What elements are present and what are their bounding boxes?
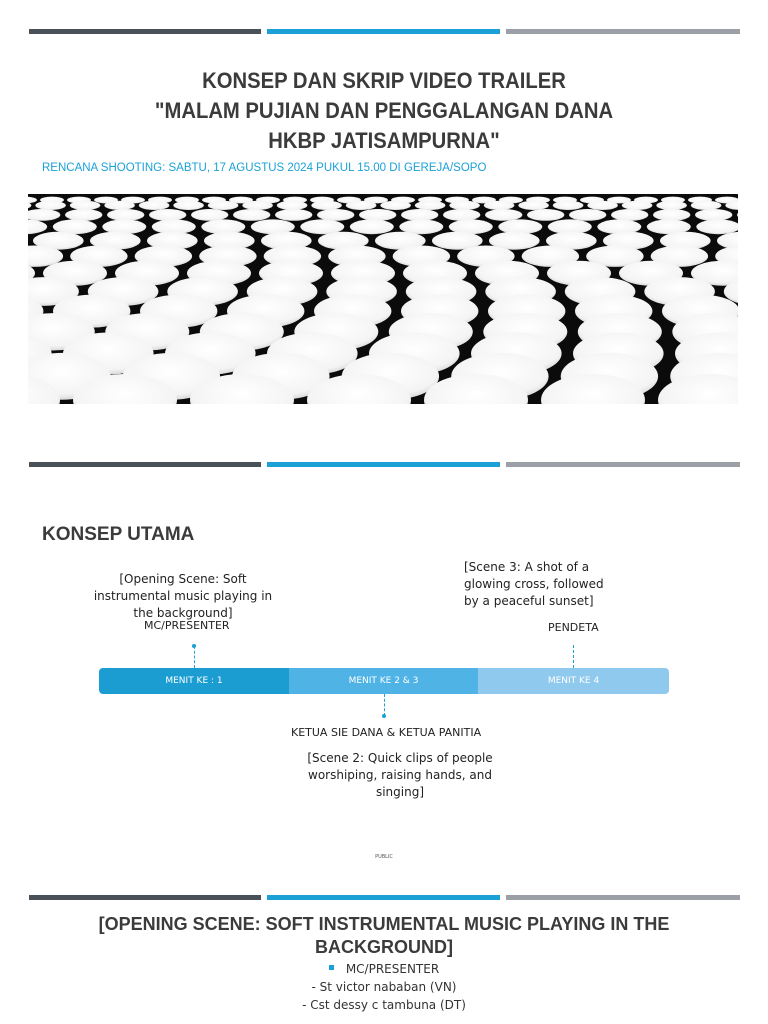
timeline-connector-3 (573, 645, 574, 668)
white-disc (311, 201, 342, 210)
white-disc (359, 209, 396, 221)
main-concept-title: KONSEP UTAMA (42, 524, 195, 545)
accent-bar-blue (267, 462, 500, 467)
white-disc (346, 201, 377, 210)
title-line-1: [OPENING SCENE: SOFT INSTRUMENTAL MUSIC PLAYING IN THE (98, 914, 670, 934)
accent-bar-blue (267, 29, 500, 34)
white-disc (104, 201, 135, 210)
accent-bar-dark (29, 462, 261, 467)
white-disc (611, 209, 648, 221)
white-disc (691, 201, 722, 210)
white-disc (587, 201, 618, 210)
white-disc (70, 201, 101, 210)
white-disc (653, 209, 690, 221)
timeline-bar (99, 668, 669, 694)
white-disc (622, 201, 653, 210)
bullet-item-mc-presenter (0, 962, 768, 976)
title-line-2: BACKGROUND] (315, 937, 453, 957)
timeline-segment-minute-4: MENIT KE 4 (478, 668, 669, 694)
white-disc (443, 209, 480, 221)
opening-scene-note: [Opening Scene: Soft instrumental music playing in the background] (93, 572, 273, 620)
accent-bar-blue (267, 895, 500, 900)
white-disc (527, 209, 564, 221)
white-disc (242, 201, 273, 210)
scene-3-note: [Scene 3: A shot of a glowing cross, followed by a peaceful sunset] (464, 560, 604, 608)
white-disc (449, 201, 480, 210)
timeline-segment-minute-2-3: MENIT KE 2 & 3 (289, 668, 478, 694)
white-disc (415, 201, 446, 210)
pendeta-label: PENDETA (548, 621, 599, 634)
timeline-connector-2 (384, 694, 385, 716)
white-disc (695, 209, 732, 221)
opening-scene-title (60, 913, 708, 959)
white-disc (173, 201, 204, 210)
white-disc (317, 209, 354, 221)
white-disc (553, 201, 584, 210)
white-disc (208, 201, 239, 210)
white-disc (139, 201, 170, 210)
slide-main-concept (0, 440, 768, 880)
top-accent-bar (29, 462, 740, 467)
timeline-marker-dot (382, 714, 386, 718)
white-disc (233, 209, 270, 221)
top-accent-bar (29, 29, 740, 34)
white-disc (65, 209, 102, 221)
slide-title-heading (86, 66, 682, 156)
white-disc (401, 209, 438, 221)
mc-presenter-label: MC/PRESENTER (144, 619, 230, 632)
ketua-label: KETUA SIE DANA & KETUA PANITIA (291, 726, 482, 739)
bullet-square-icon (329, 965, 334, 970)
accent-bar-dark (29, 29, 261, 34)
white-disc (149, 209, 186, 221)
accent-bar-gray (506, 895, 740, 900)
white-disc (597, 219, 641, 234)
title-line-2: "MALAM PUJIAN DAN PENGGALANGAN DANA (154, 98, 614, 123)
slide-title (0, 0, 768, 440)
white-disc (350, 219, 394, 234)
title-line-3: HKBP JATISAMPURNA" (268, 128, 500, 153)
accent-bar-gray (506, 29, 740, 34)
white-disc (102, 219, 146, 234)
white-disc (277, 201, 308, 210)
white-disc (518, 201, 549, 210)
white-disc (380, 201, 411, 210)
accent-bar-gray (506, 462, 740, 467)
white-disc (484, 201, 515, 210)
accent-bar-dark (29, 895, 261, 900)
top-accent-bar (29, 895, 740, 900)
shooting-plan-subtitle: RENCANA SHOOTING: SABTU, 17 AGUSTUS 2024 PUKUL 15.00 DI GEREJA/SOPO (42, 162, 487, 174)
bullet-text: MC/PRESENTER (345, 962, 440, 976)
white-disc (275, 209, 312, 221)
scene-2-note: [Scene 2: Quick clips of people worshiping, raising hands, and singing] (307, 751, 493, 799)
timeline-segment-minute-1: MENIT KE : 1 (99, 668, 289, 694)
sub-item-1: - St victor nababan (VN) (311, 980, 457, 994)
white-disc (107, 209, 144, 221)
white-disc (35, 201, 66, 210)
public-footer: PUBLIC (375, 854, 393, 860)
white-disc (569, 209, 606, 221)
white-disc (485, 209, 522, 221)
white-disc (656, 201, 687, 210)
hero-image-white-discs (28, 194, 738, 404)
white-disc (191, 209, 228, 221)
slide-opening-scene (0, 880, 768, 1024)
title-line-1: KONSEP DAN SKRIP VIDEO TRAILER (202, 68, 566, 93)
sub-item-2: - Cst dessy c tambuna (DT) (302, 998, 466, 1012)
timeline-connector-1 (194, 646, 195, 668)
